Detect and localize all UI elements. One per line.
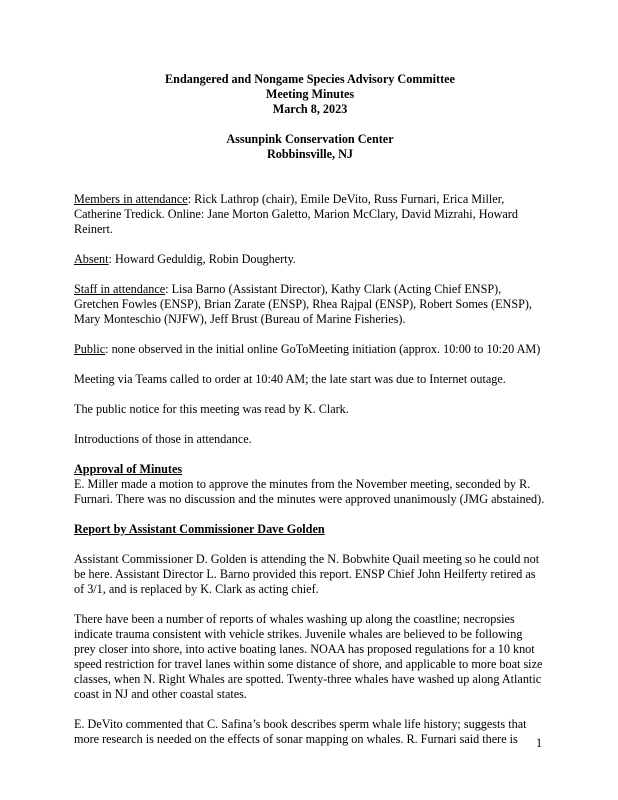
public-text: : none observed in the initial online GoToMeeting initiation (approx. 10:00 to 10:20 AM) [105, 342, 541, 356]
approval-title: Approval of Minutes [74, 462, 183, 476]
absent-paragraph [74, 252, 546, 267]
public-notice-paragraph: The public notice for this meeting was read by K. Clark. [74, 402, 349, 416]
report-title: Report by Assistant Commissioner Dave Golden [74, 522, 325, 536]
meeting-date: March 8, 2023 [272, 102, 348, 116]
call-to-order-paragraph: Meeting via Teams called to order at 10:40 AM; the late start was due to Internet outage. [74, 372, 506, 386]
document-type: Meeting Minutes [265, 87, 355, 101]
absent-label: Absent [74, 252, 109, 266]
document-page [74, 72, 546, 747]
approval-text: E. Miller made a motion to approve the minutes from the November meeting, seconded by R. Furnari. There was no discussion and the minutes were approved unanimously (JMG abstained). [74, 477, 545, 506]
members-label: Members in attendance [74, 192, 188, 206]
staff-paragraph [74, 282, 546, 327]
page-number: 1 [536, 736, 543, 750]
public-paragraph [74, 342, 546, 357]
location-city: Robbinsville, NJ [266, 147, 353, 161]
committee-name: Endangered and Nongame Species Advisory Committee [165, 72, 455, 86]
report-paragraph-3: E. DeVito commented that C. Safina’s book describes sperm whale life history; suggests that more research is needed on the effects of sonar mapping on whales. R. Furnari said there is [74, 717, 527, 746]
report-paragraph-2: There have been a number of reports of whales washing up along the coastline; necropsies indicate trauma consistent with vehicle strikes. Juvenile whales are believed to be following prey closer into shore, into active boating lanes. NOAA has proposed regulations for a 10 knot speed restriction for travel lanes within some distance of shore, and applicable to more boat size classes, when N. Right Whales are spotted. Twenty-three whales have washed up along Atlantic coast in NJ and other coastal states. [74, 612, 543, 701]
members-text: : Rick Lathrop (chair), Emile DeVito, Russ Furnari, Erica Miller, Catherine Tredick. Online: Jane Morton Galetto, Marion McClary, David Mizrahi, Howard Reinert. [74, 192, 518, 236]
document-header [74, 72, 546, 162]
staff-text: : Lisa Barno (Assistant Director), Kathy Clark (Acting Chief ENSP), Gretchen Fowles (ENSP), Brian Zarate (ENSP), Rhea Rajpal (ENSP), Robert Somes (ENSP), Mary Monteschio (NJFW), Jeff Brust (Bureau of Marine Fisheries). [74, 282, 532, 326]
staff-label: Staff in attendance [74, 282, 166, 296]
members-paragraph [74, 192, 546, 237]
report-paragraph-1: Assistant Commissioner D. Golden is attending the N. Bobwhite Quail meeting so he could not be here. Assistant Director L. Barno provided this report. ENSP Chief John Heilferty retired as of 3/1, and is replaced by K. Clark as acting chief. [74, 552, 540, 596]
public-label: Public [74, 342, 106, 356]
introductions-paragraph: Introductions of those in attendance. [74, 432, 252, 446]
absent-text: : Howard Geduldig, Robin Dougherty. [108, 252, 296, 266]
location-name: Assunpink Conservation Center [226, 132, 394, 146]
